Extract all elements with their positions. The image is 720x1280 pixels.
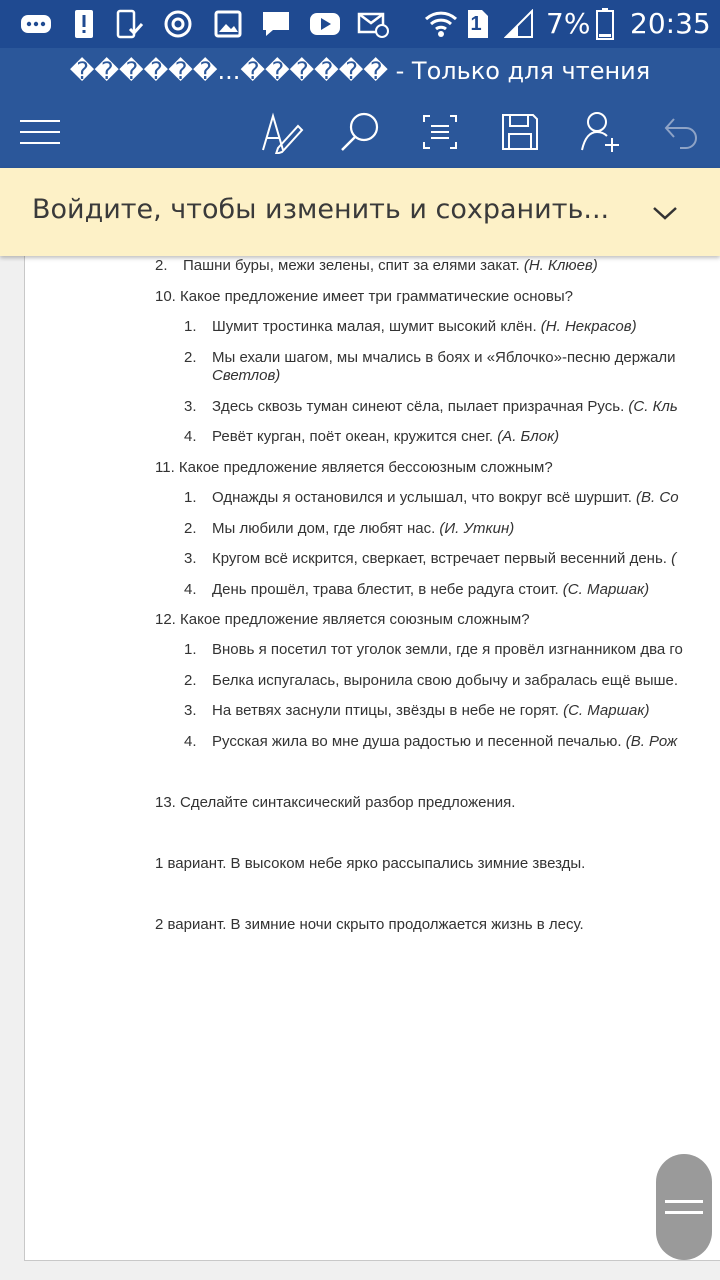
add-person-icon (580, 110, 624, 154)
search-button[interactable] (330, 104, 390, 160)
document-title: ������...������ - Только для чтения (69, 57, 651, 85)
list-item: 4. Ревёт курган, поёт океан, кружится снег. (А. Блок) (184, 428, 560, 445)
question-10: 10. Какое предложение имеет три грамматические основы? (155, 288, 573, 305)
list-item: 4. Русская жила во мне душа радостью и песенной печалью. (В. Рож (184, 733, 678, 750)
list-item: 1. Вновь я посетил тот уголок земли, где я провёл изгнанником два го (184, 641, 683, 658)
wifi-icon (424, 0, 458, 48)
drag-handle-icon (665, 1196, 703, 1218)
messages-icon (20, 0, 52, 48)
variant-1: 1 вариант. В высоком небе ярко рассыпались зимние звезды. (155, 855, 586, 872)
list-item: 3. Кругом всё искрится, сверкает, встречает первый весенний день. ( (184, 550, 677, 567)
list-item: 2. Белка испугалась, выронила свою добычу и забралась ещё выше. (184, 672, 679, 689)
document-page (24, 256, 720, 1261)
variant-2: 2 вариант. В зимние ночи скрыто продолжается жизнь в лесу. (155, 916, 584, 933)
status-bar (0, 0, 720, 48)
question-11: 11. Какое предложение является бессоюзным сложным? (155, 459, 553, 476)
document-viewport[interactable] (0, 256, 720, 1280)
alert-icon (72, 0, 96, 48)
list-item: 2. Мы любили дом, где любят нас. (И. Уткин) (184, 520, 515, 537)
list-item: 3. На ветвях заснули птицы, звёзды в небе не горят. (С. Маршак) (184, 702, 650, 719)
list-item: 4. День прошёл, трава блестит, в небе радуга стоит. (С. Маршак) (184, 581, 650, 598)
list-item: 2. Пашни буры, межи зелены, спит за елями закат. (Н. Клюев) (155, 257, 598, 274)
question-12: 12. Какое предложение является союзным сложным? (155, 611, 530, 628)
view-mode-button[interactable] (410, 104, 470, 160)
edit-pen-icon (260, 110, 304, 154)
youtube-icon (308, 0, 342, 48)
menu-button[interactable] (10, 104, 70, 160)
sync-icon (162, 0, 194, 48)
phone-check-icon (114, 0, 146, 48)
share-button[interactable] (572, 104, 632, 160)
list-item-continuation: Светлов) (212, 367, 281, 384)
title-bar (0, 48, 720, 168)
signin-banner[interactable] (0, 168, 720, 256)
gallery-icon (212, 0, 244, 48)
search-icon (338, 110, 382, 154)
edit-button[interactable] (252, 104, 312, 160)
sim-icon: 1 (464, 0, 492, 48)
save-icon (500, 112, 540, 152)
battery-percent: 7% (546, 7, 591, 40)
undo-icon (660, 112, 700, 152)
save-button[interactable] (490, 104, 550, 160)
battery-icon (594, 0, 616, 48)
list-item: 1. Однажды я остановился и услышал, что вокруг всё шуршит. (В. Со (184, 489, 679, 506)
list-item: 2. Мы ехали шагом, мы мчались в боях и «Яблочко»-песню держали (184, 349, 676, 366)
chevron-down-icon[interactable] (648, 196, 682, 230)
signal-icon (502, 0, 536, 48)
question-13: 13. Сделайте синтаксический разбор предложения. (155, 794, 516, 811)
hamburger-icon (18, 117, 62, 147)
undo-button[interactable] (650, 104, 710, 160)
list-item: 1. Шумит тростинка малая, шумит высокий клён. (Н. Некрасов) (184, 318, 637, 335)
email-icon (356, 0, 390, 48)
scroll-handle[interactable] (656, 1154, 712, 1260)
clock: 20:35 (630, 7, 711, 40)
reading-view-icon (420, 112, 460, 152)
chat-icon (260, 0, 292, 48)
list-item: 3. Здесь сквозь туман синеют сёла, пылает призрачная Русь. (С. Кль (184, 398, 678, 415)
signin-prompt[interactable]: Войдите, чтобы изменить и сохранить... (32, 194, 610, 225)
